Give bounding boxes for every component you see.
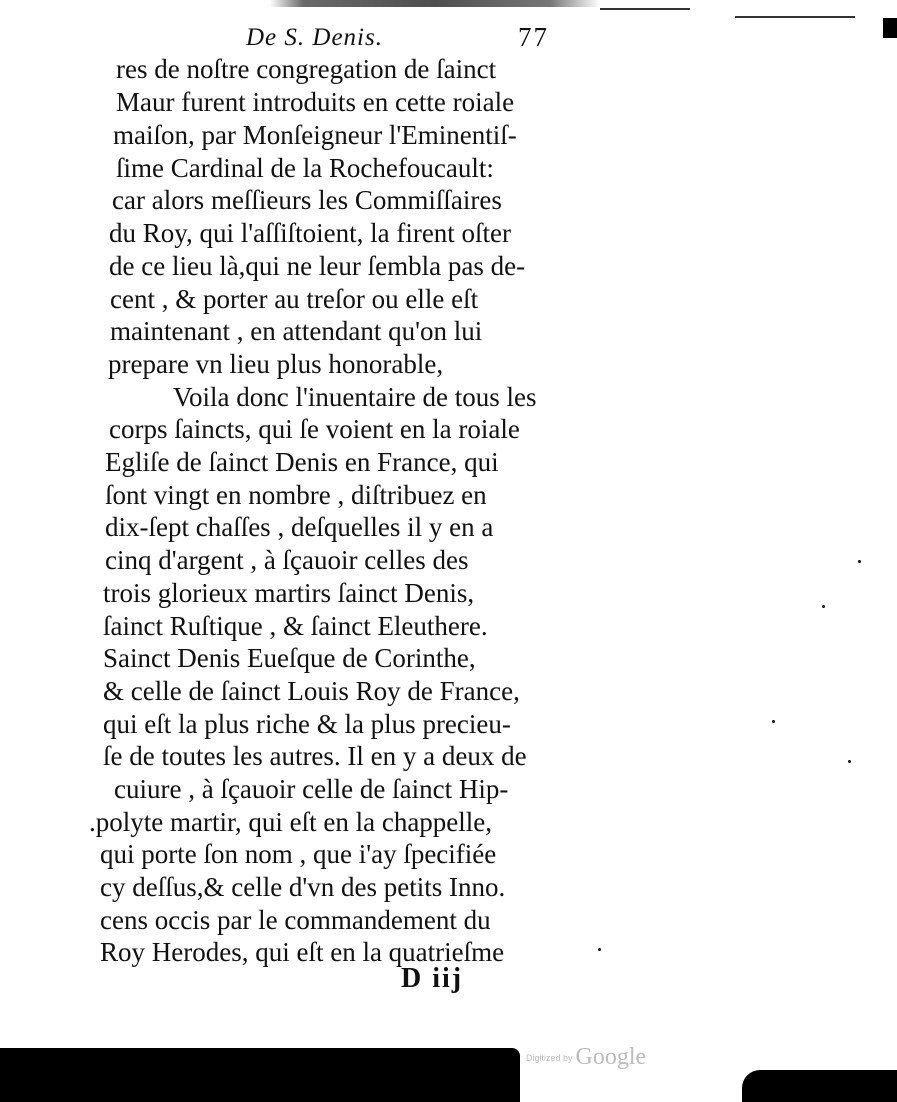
text-line: cens occis par le commandement du	[100, 905, 491, 935]
text-line: qui eſt la plus riche & la plus precieu-	[103, 709, 511, 739]
text-line: du Roy, qui l'aſſiſtoient, la firent oſter	[109, 218, 512, 248]
text-line: corps ſaincts, qui ſe voient en la roiale	[109, 414, 520, 444]
text-line: & celle de ſainct Louis Roy de France,	[103, 676, 520, 706]
text-line: car alors meſſieurs les Commiſſaires	[112, 185, 502, 215]
digitization-watermark	[526, 1044, 646, 1071]
text-line: .polyte martir, qui eſt en la chappelle,	[89, 807, 493, 837]
scan-streak	[735, 16, 855, 18]
scan-edge-artifact	[0, 1048, 520, 1102]
text-line: ſont vingt en nombre , diſtribuez en	[105, 480, 487, 510]
text-line: Voila donc l'inuentaire de tous les	[173, 382, 537, 412]
text-line: de ce lieu là,qui ne leur ſembla pas de-	[109, 251, 526, 281]
text-line: Sainct Denis Eueſque de Corinthe,	[103, 643, 476, 673]
watermark-prefix: Digitized by	[526, 1052, 573, 1063]
scan-speck	[822, 605, 825, 608]
scan-speck	[858, 560, 861, 563]
text-line: ſe de toutes les autres. Il en y a deux de	[103, 741, 527, 771]
scan-speck	[772, 720, 775, 723]
text-line: prepare vn lieu plus honorable,	[108, 349, 444, 379]
text-line: cy deſſus,& celle d'vn des petits Inno.	[100, 872, 506, 902]
text-line: cuiure , à ſçauoir celle de ſainct Hip-	[114, 774, 509, 804]
scan-streak	[600, 8, 690, 10]
running-head: De S. Denis.	[246, 24, 383, 51]
scan-edge-artifact	[742, 1070, 897, 1102]
text-line: Maur furent introduits en cette roiale	[116, 87, 515, 117]
scan-speck	[848, 760, 851, 763]
signature-mark: D iij	[401, 963, 464, 994]
watermark-brand: Google	[575, 1044, 647, 1070]
text-line: dix-ſept chaſſes , deſquelles il y en a	[105, 512, 494, 542]
text-line: trois glorieux martirs ſainct Denis,	[103, 578, 475, 608]
text-line: cent , & porter au treſor ou elle eſt	[110, 284, 479, 314]
text-line: cinq d'argent , à ſçauoir celles des	[105, 545, 469, 575]
text-line: Egliſe de ſainct Denis en France, qui	[105, 447, 499, 477]
text-line: ſime Cardinal de la Rochefoucault:	[116, 153, 494, 183]
page-number: 77	[518, 22, 549, 52]
text-line: Roy Herodes, qui eſt en la quatrieſme	[100, 937, 505, 967]
scan-speck	[598, 948, 601, 951]
text-line: res de noſtre congregation de ſainct	[116, 54, 497, 84]
text-line: ſainct Ruſtique , & ſainct Eleuthere.	[103, 611, 488, 641]
text-line: maintenant , en attendant qu'on lui	[110, 316, 483, 346]
text-line: qui porte ſon nom , que i'ay ſpecifiée	[100, 839, 497, 869]
scan-edge-artifact	[270, 0, 600, 7]
scan-edge-artifact	[883, 18, 897, 38]
text-line: maiſon, par Monſeigneur l'Eminentiſ-	[113, 120, 517, 150]
